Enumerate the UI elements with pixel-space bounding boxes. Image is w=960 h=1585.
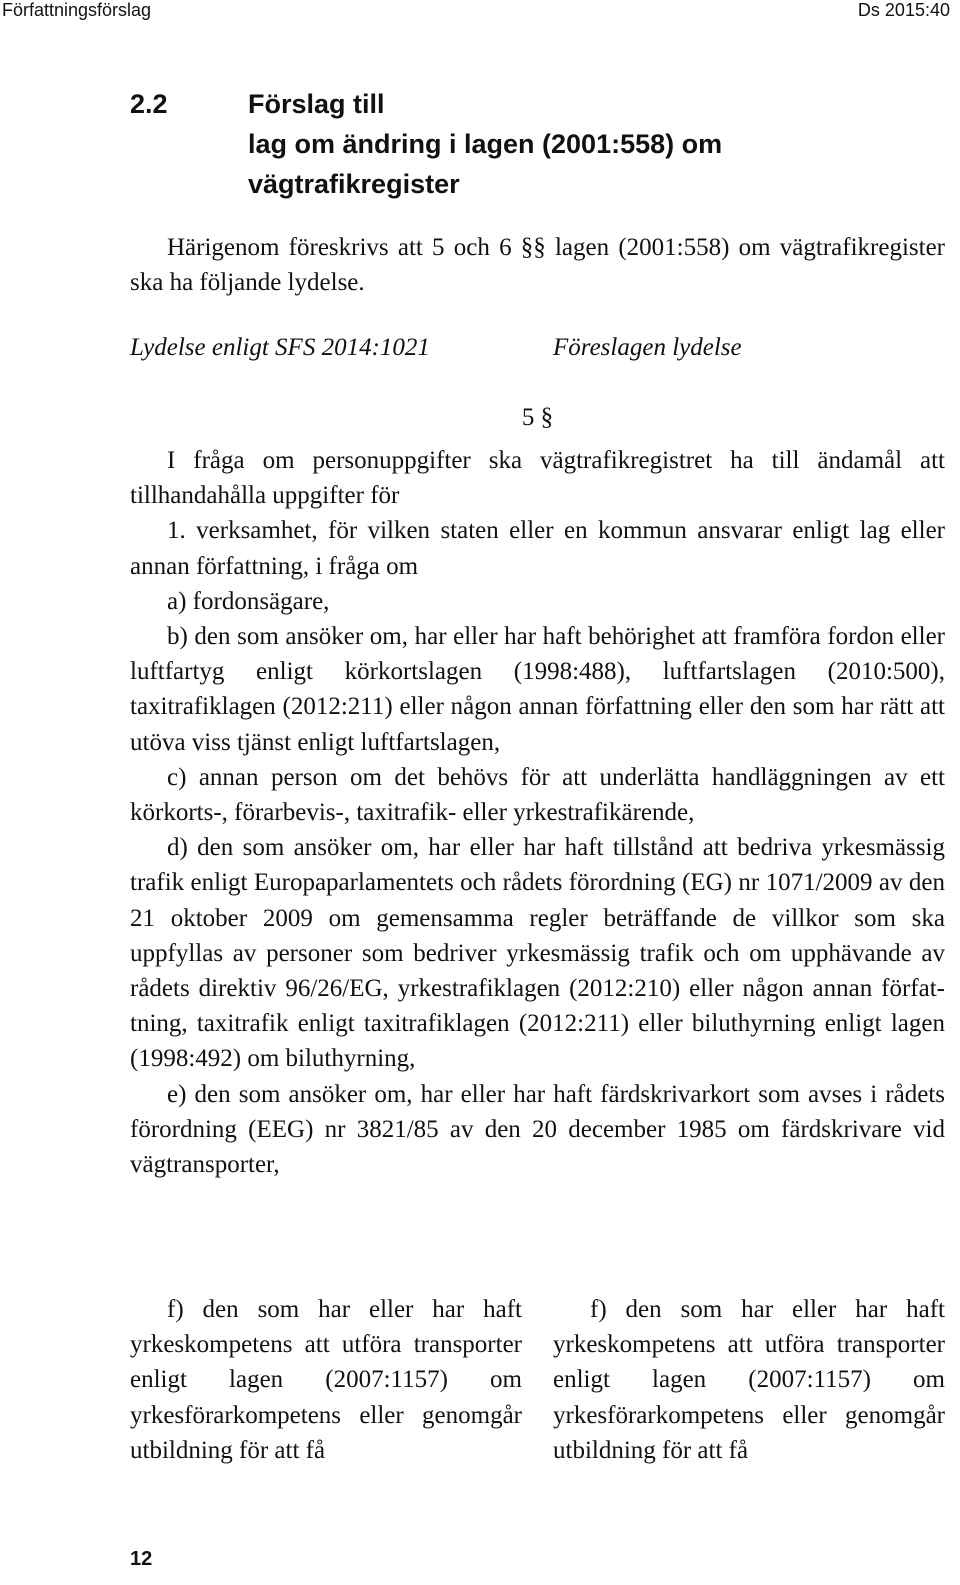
body-paragraph: d) den som ansöker om, har eller har haft tillstånd att bedriva yrkesmässig trafik enligt Europaparlamentets och rådets förordning (EG) nr 1071/2009 av den 21 oktober 2009 om gemensamma regler beträffande de villkor som ska uppfyllas av personer som bedriver yrkesmässig trafik och om upphävande av rådets direktiv 96/26/EG, yrkestrafiklagen (2012:210) eller någon annan författning, taxitrafik enligt taxitrafiklagen (2012:211) eller biluthyrning enligt lagen (1998:492) om biluthyrning, [130,834,945,1073]
heading-line-1: Förslag till [248,89,385,119]
body-paragraph: c) annan person om det behövs för att underlätta handläggningen av ett körkorts-, förarbevis-, taxitrafik- eller yrkestrafikärende, [130,763,945,827]
body-paragraph: e) den som ansöker om, har eller har haft färdskrivarkort som avses i rådets förordning (EEG) nr 3821/85 av den 20 december 1985 om färdskrivare vid vägtransporter, [130,1080,945,1179]
running-header-left: Författningsförslag [2,0,152,20]
section-mark: 5 § [521,404,554,431]
heading-line-3: vägtrafikregister [248,169,460,199]
section-heading [130,84,722,204]
column-paragraph: f) den som har eller har haft yrkeskompetens att utföra transporter enligt lagen (2007:1157) om yrkesförarkompetens eller genomgår utbildning för att få [130,1296,522,1464]
heading-number: 2.2 [130,89,168,119]
column-title-current: Lydelse enligt SFS 2014:1021 [130,334,430,361]
column-title-proposed: Föreslagen lydelse [553,334,742,361]
page-number: 12 [130,1548,153,1570]
running-header-right: Ds 2015:40 [857,0,950,20]
body-paragraph: b) den som ansöker om, har eller har haft behörighet att framföra fordon eller luftfartyg enligt körkortslagen (1998:488), luftfartslagen (2010:500), taxitrafiklagen (2012:211) eller någon annan författning eller den som har rätt att utöva viss tjänst enligt luftfartslagen, [130,623,945,756]
heading-line-2: lag om ändring i lagen (2001:558) om [248,129,723,159]
body-paragraph: 1. verksamhet, för vilken staten eller en kommun ansvarar enligt lag eller annan författning, i fråga om [130,517,945,580]
intro-paragraph: Härigenom föreskrivs att 5 och 6 §§ lagen (2001:558) om vägtrafikregister ska ha följande lydelse. [130,234,945,297]
column-proposed-text [553,1292,945,1468]
body-paragraph: I fråga om personuppgifter ska vägtrafikregistret ha till ändamål att tillhandahålla uppgifter för [130,447,945,510]
column-paragraph: f) den som har eller har haft yrkeskompetens att utföra transporter enligt lagen (2007:1157) om yrkesförarkompetens eller genomgår utbildning för att få [553,1296,945,1464]
body-paragraph: a) fordonsägare, [167,587,330,615]
body-text [130,443,945,1182]
column-current-text [130,1292,522,1468]
